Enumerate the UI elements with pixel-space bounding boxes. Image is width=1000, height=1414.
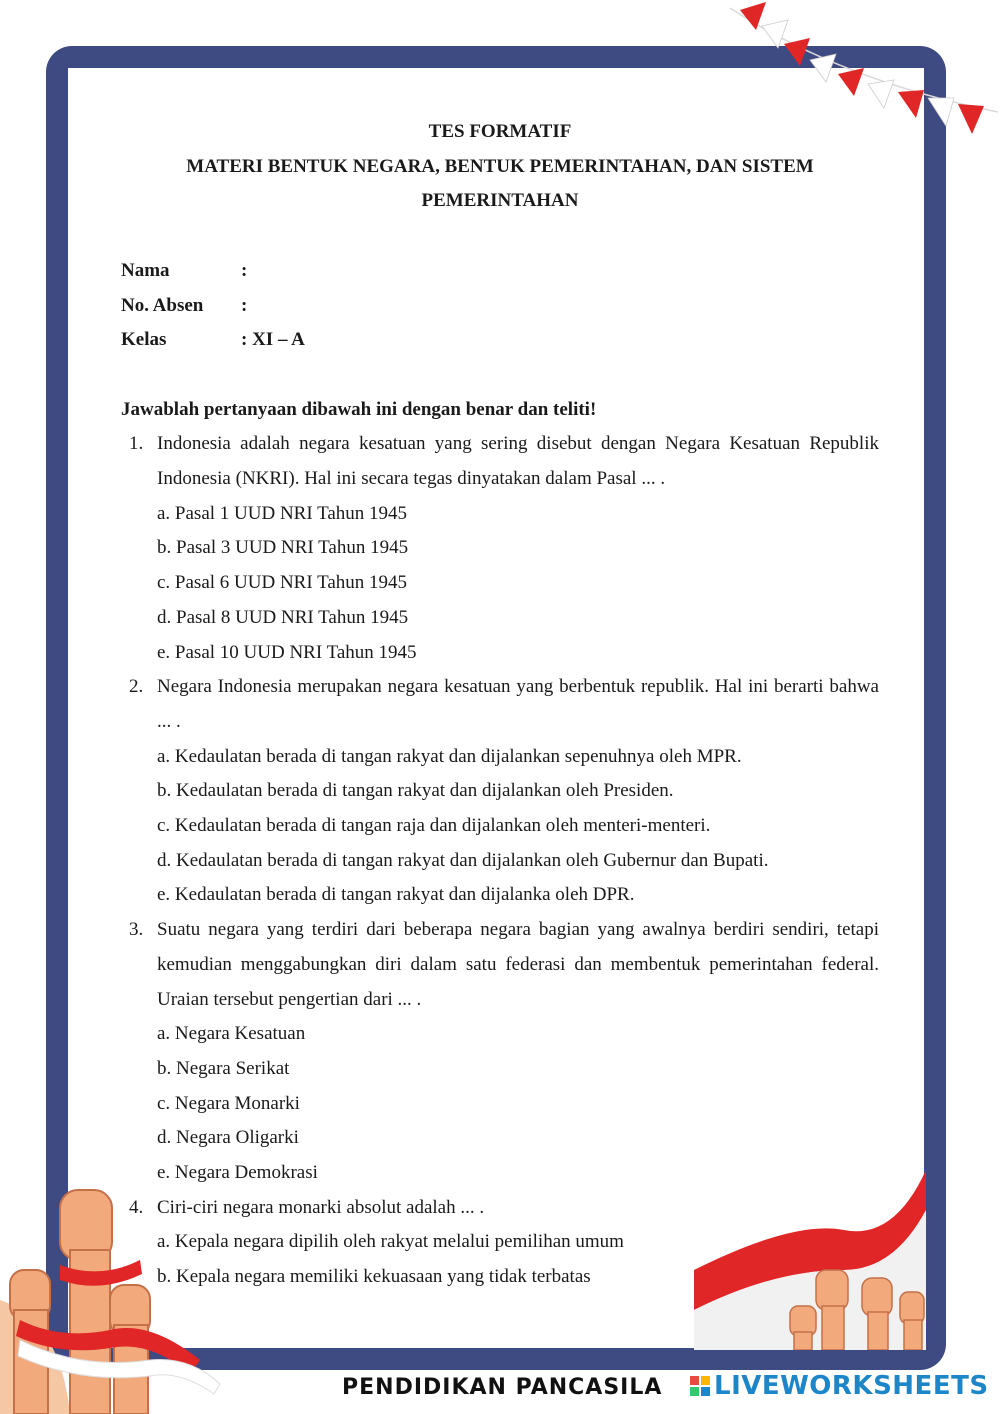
option-3a[interactable]: a. Negara Kesatuan [157, 1023, 306, 1045]
field-label: No. Absen [121, 294, 204, 316]
option-2b[interactable]: b. Kedaulatan berada di tangan rakyat dan dijalankan oleh Presiden. [157, 780, 674, 802]
question-number: 1. [129, 433, 144, 455]
question-text: Ciri-ciri negara monarki absolut adalah ... . [157, 1196, 485, 1218]
option-1c[interactable]: c. Pasal 6 UUD NRI Tahun 1945 [157, 572, 408, 594]
option-3d[interactable]: d. Negara Oligarki [157, 1127, 299, 1149]
field-label: Nama [121, 259, 170, 281]
liveworksheets-brand[interactable] [690, 1371, 989, 1401]
question-text: Negara Indonesia merupakan negara kesatuan yang berbentuk republik. Hal ini berarti bahwa ... . [157, 676, 879, 732]
option-1b[interactable]: b. Pasal 3 UUD NRI Tahun 1945 [157, 537, 409, 559]
instruction: Jawablah pertanyaan dibawah ini dengan benar dan teliti! [121, 398, 597, 420]
option-1a[interactable]: a. Pasal 1 UUD NRI Tahun 1945 [157, 502, 408, 524]
option-2e[interactable]: e. Kedaulatan berada di tangan rakyat dan dijalanka oleh DPR. [157, 884, 635, 906]
option-3c[interactable]: c. Negara Monarki [157, 1092, 300, 1114]
option-1d[interactable]: d. Pasal 8 UUD NRI Tahun 1945 [157, 606, 409, 628]
worksheet-content [121, 115, 879, 1295]
question-text: Suatu negara yang terdiri dari beberapa negara bagian yang awalnya berdiri sendiri, tetapi kemudian menggabungkan diri dalam satu federasi dan membentuk pemerintahan federal. Uraian tersebut pengertian dari ... . [157, 919, 879, 1010]
option-1e[interactable]: e. Pasal 10 UUD NRI Tahun 1945 [157, 641, 417, 663]
field-value: : [241, 259, 248, 281]
field-label: Kelas [121, 329, 167, 351]
brand-name: LIVEWORKSHEETS [714, 1371, 989, 1401]
field-no-absen[interactable] [121, 289, 879, 324]
question-3 [121, 913, 879, 1017]
field-value: : [241, 294, 248, 316]
question-number: 4. [129, 1196, 144, 1218]
option-2c[interactable]: c. Kedaulatan berada di tangan raja dan dijalankan oleh menteri-menteri. [157, 815, 711, 837]
title-line-2: MATERI BENTUK NEGARA, BENTUK PEMERINTAHAN, DAN SISTEM [186, 155, 814, 177]
option-2a[interactable]: a. Kedaulatan berada di tangan rakyat dan dijalankan sepenuhnya oleh MPR. [157, 745, 742, 767]
option-2d[interactable]: d. Kedaulatan berada di tangan rakyat dan dijalankan oleh Gubernur dan Bupati. [157, 849, 769, 871]
field-value: : XI – A [241, 329, 305, 351]
option-4a[interactable]: a. Kepala negara dipilih oleh rakyat melalui pemilihan umum [157, 1231, 624, 1253]
option-4b[interactable]: b. Kepala negara memiliki kekuasaan yang tidak terbatas [157, 1266, 591, 1288]
field-kelas [121, 323, 879, 358]
question-2 [121, 670, 879, 739]
title-line-3: PEMERINTAHAN [421, 190, 579, 212]
question-4 [121, 1191, 879, 1226]
title-line-1: TES FORMATIF [428, 121, 572, 142]
worksheet-title [121, 115, 879, 219]
liveworksheets-logo-icon [690, 1376, 710, 1396]
question-text: Indonesia adalah negara kesatuan yang sering disebut dengan Negara Kesatuan Republik Indonesia (NKRI). Hal ini secara tegas dinyatakan dalam Pasal ... . [157, 433, 879, 489]
question-number: 3. [129, 919, 144, 941]
field-nama[interactable] [121, 254, 879, 289]
question-number: 2. [129, 676, 144, 698]
subject-label: PENDIDIKAN PANCASILA [342, 1375, 663, 1400]
option-3e[interactable]: e. Negara Demokrasi [157, 1162, 318, 1184]
option-3b[interactable]: b. Negara Serikat [157, 1057, 290, 1079]
question-1 [121, 427, 879, 496]
